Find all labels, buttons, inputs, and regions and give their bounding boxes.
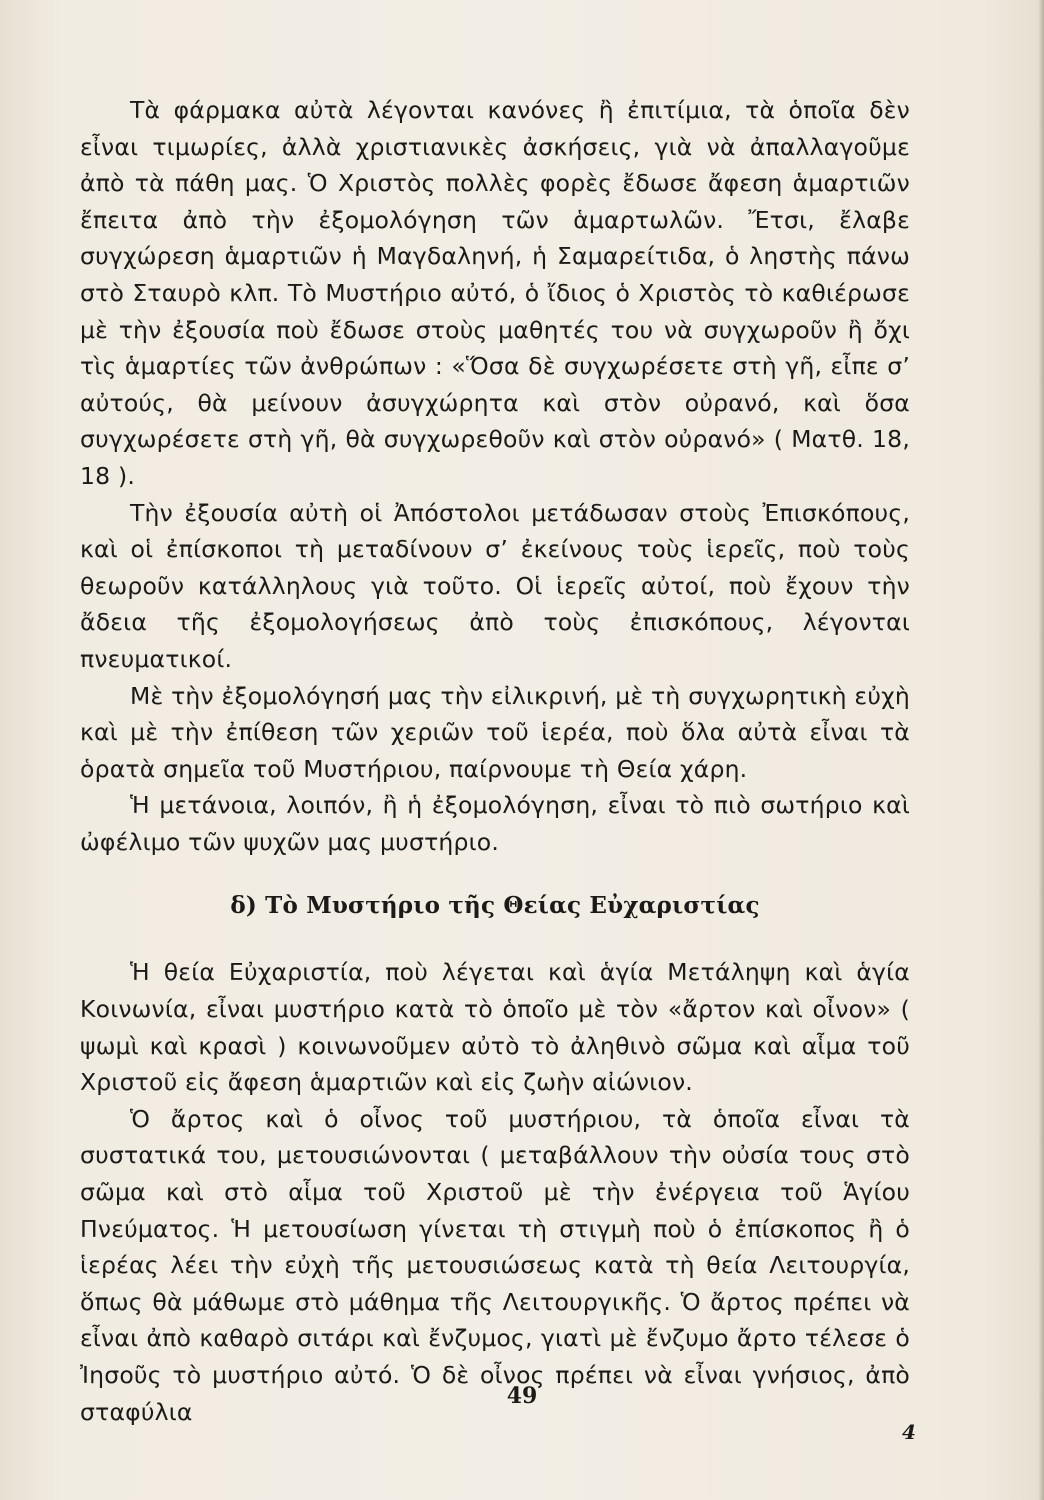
section-heading: δ) Τὸ Μυστήριο τῆς Θείας Εὐχαριστίας xyxy=(230,892,760,920)
page-edge-shadow xyxy=(1038,0,1044,1500)
paragraph-confession-grace: Μὲ τὴν ἐξομολόγησή μας τὴν εἰλικρινή, μὲ τὴ συγχωρητικὴ εὐχὴ καὶ μὲ τὴν ἐπίθεση τῶν χεριῶν τοῦ ἱερέα, ποὺ ὅλα αὐτὰ εἶναι τὰ ὁρατὰ σημεῖα τοῦ Μυστήριου, παίρνουμε τὴ Θεία χάρη. xyxy=(80,681,910,783)
paragraph-apostolic-authority: Τὴν ἐξουσία αὐτὴ οἱ Ἀπόστολοι μετάδωσαν στοὺς Ἐπισκόπους, καὶ οἱ ἐπίσκοποι τὴ μεταδίνουν σ’ ἐκείνους τοὺς ἱερεῖς, ποὺ τοὺς θεωροῦν κατάλληλους γιὰ τοῦτο. Οἱ ἱερεῖς αὐτοί, ποὺ ἔχουν τὴν ἄδεια τῆς ἐξομολογήσεως ἀπὸ τοὺς ἐπισκόπους, λέγονται πνευματικοί. xyxy=(80,498,910,673)
paragraph-transubstantiation: Ὁ ἄρτος καὶ ὁ οἶνος τοῦ μυστήριου, τὰ ὁποῖα εἶναι τὰ συστατικά του, μετουσιώνονται ( μεταβάλλουν τὴν οὐσία τους στὸ σῶμα καὶ στὸ αἷμα τοῦ Χριστοῦ μὲ τὴν ἐνέργεια τοῦ Ἁγίου Πνεύματος. Ἡ μετουσίωση γίνεται τὴ στιγμὴ ποὺ ὁ ἐπίσκοπος ἢ ὁ ἱερέας λέει τὴν εὐχὴ τῆς μετουσιώσεως κατὰ τὴ θεία Λειτουργία, ὅπως θὰ μάθωμε στὸ μάθημα τῆς Λειτουργικῆς. Ὁ ἄρτος πρέπει νὰ εἶναι ἀπὸ καθαρὸ σιτάρι καὶ ἔνζυμος, γιατὶ μὲ ἔνζυμο ἄρτο τέλεσε ὁ Ἰησοῦς τὸ μυστήριο αὐτό. Ὁ δὲ οἶνος πρέπει νὰ εἶναι γνήσιος, ἀπὸ σταφύλια xyxy=(80,1104,910,1426)
paragraph-eucharist-definition: Ἡ θεία Εὐχαριστία, ποὺ λέγεται καὶ ἁγία Μετάληψη καὶ ἁγία Κοινωνία, εἶναι μυστήριο κατὰ τὸ ὁποῖο μὲ τὸν «ἄρτον καὶ οἶνον» ( ψωμὶ καὶ κρασὶ ) κοινωνοῦμεν αὐτὸ τὸ ἀληθινὸ σῶμα καὶ αἷμα τοῦ Χριστοῦ εἰς ἄφεση ἁμαρτιῶν καὶ εἰς ζωὴν αἰώνιον. xyxy=(80,958,910,1097)
page-number: 49 xyxy=(506,1383,538,1409)
sheet-mark: 4 xyxy=(902,1420,916,1444)
paragraph-repentance-summary: Ἡ μετάνοια, λοιπόν, ἢ ἡ ἐξομολόγηση, εἶναι τὸ πιὸ σωτήριο καὶ ὠφέλιμο τῶν ψυχῶν μας μυστήριο. xyxy=(80,791,910,856)
body-text xyxy=(80,92,910,1430)
paragraph-penance-remedies: Τὰ φάρμακα αὐτὰ λέγονται κανόνες ἢ ἐπιτίμια, τὰ ὁποῖα δὲν εἶναι τιμωρίες, ἀλλὰ χριστιανικὲς ἀσκήσεις, γιὰ νὰ ἀπαλλαγοῦμε ἀπὸ τὰ πάθη μας. Ὁ Χριστὸς πολλὲς φορὲς ἔδωσε ἄφεση ἁμαρτιῶν ἔπειτα ἀπὸ τὴν ἐξομολόγηση τῶν ἁμαρτωλῶν. Ἔτσι, ἔλαβε συγχώρεση ἁμαρτιῶν ἡ Μαγδαληνή, ἡ Σαμαρείτιδα, ὁ ληστὴς πάνω στὸ Σταυρὸ κλπ. Τὸ Μυστήριο αὐτό, ὁ ἴδιος ὁ Χριστὸς τὸ καθιέρωσε μὲ τὴν ἐξουσία ποὺ ἔδωσε στοὺς μαθητές του νὰ συγχωροῦν ἢ ὄχι τὶς ἁμαρτίες τῶν ἀνθρώπων : «Ὅσα δὲ συγχωρέσετε στὴ γῆ, εἶπε σ’ αὐτούς, θὰ μείνουν ἀσυγχώρητα καὶ στὸν οὐρανό, καὶ ὅσα συγχωρέσετε στὴ γῆ, θὰ συγχωρεθοῦν καὶ στὸν οὐρανό» ( Ματθ. 18, 18 ). xyxy=(80,96,910,490)
